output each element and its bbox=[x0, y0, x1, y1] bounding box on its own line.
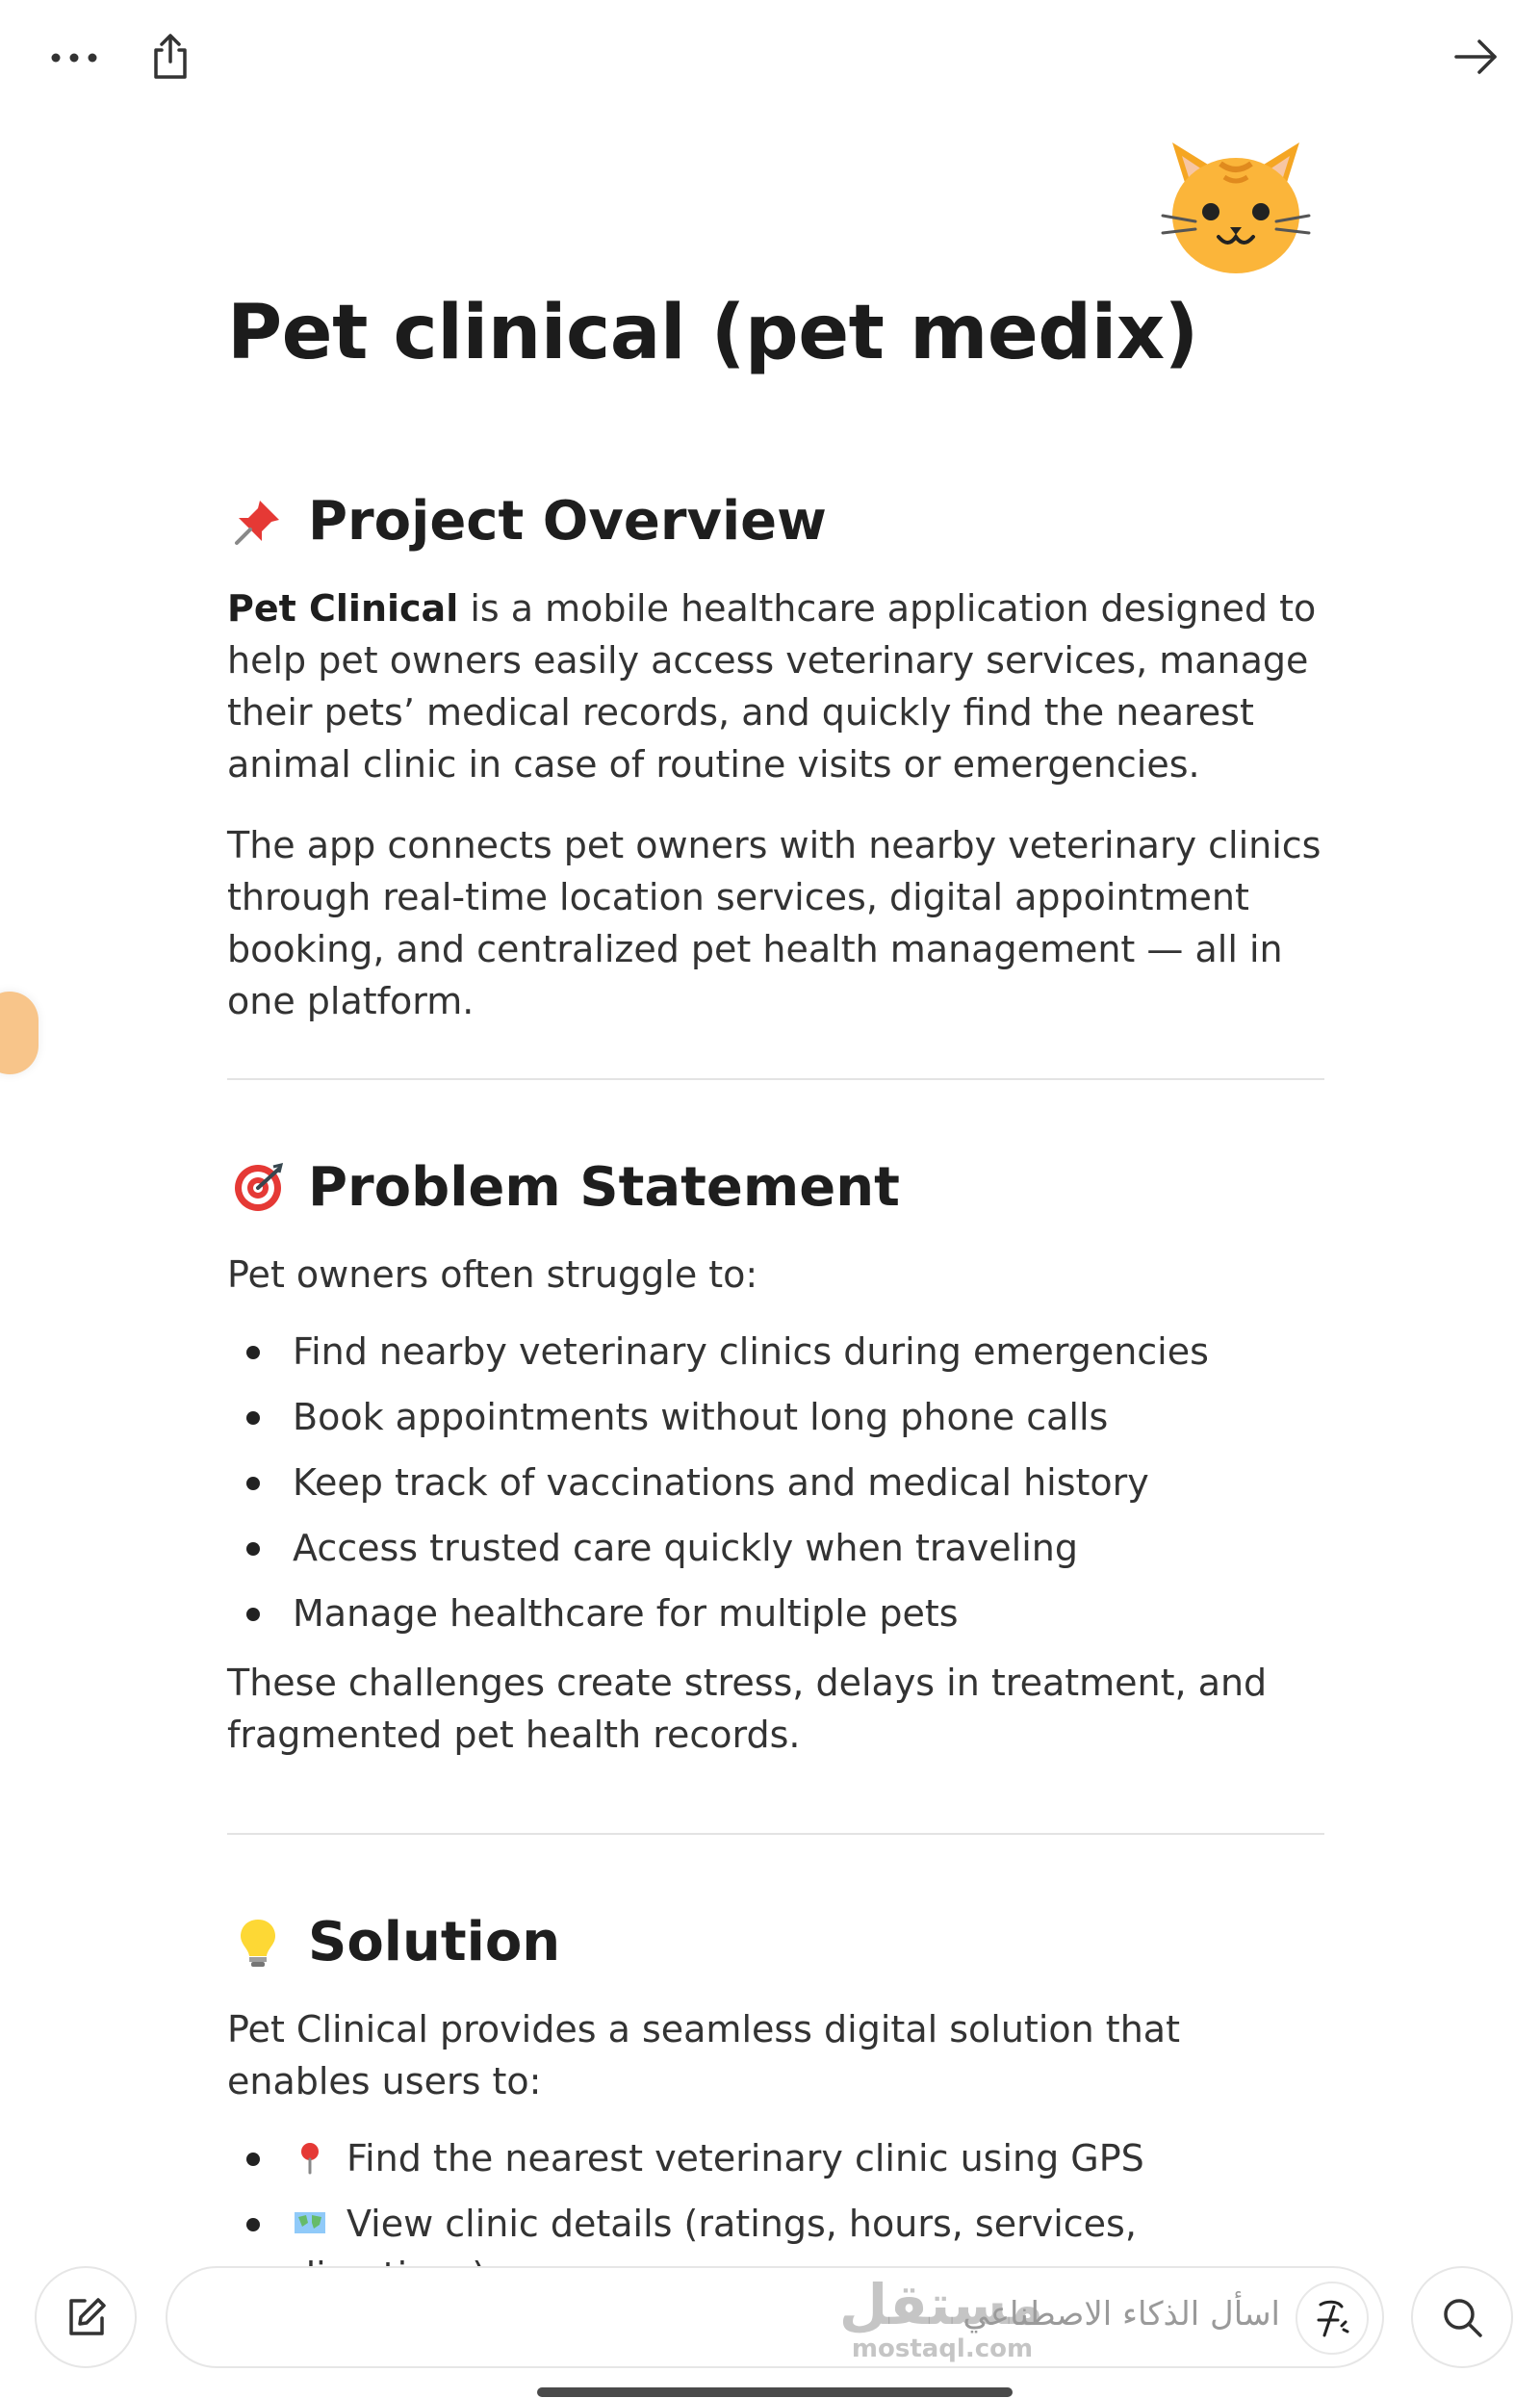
top-toolbar bbox=[0, 0, 1540, 116]
side-panel-handle[interactable] bbox=[0, 992, 38, 1074]
problem-outro[interactable]: These challenges create stress, delays in treatment, and fragmented pet health records. bbox=[227, 1662, 1268, 1757]
page-emoji[interactable] bbox=[1153, 116, 1319, 281]
watermark-logo-text: مستقل bbox=[838, 2272, 1043, 2337]
ai-button[interactable] bbox=[1296, 2282, 1369, 2355]
list-item[interactable]: Manage healthcare for multiple pets bbox=[227, 1587, 1324, 1639]
pushpin-icon bbox=[227, 491, 289, 553]
round-pushpin-icon bbox=[293, 2136, 327, 2171]
share-icon bbox=[150, 33, 191, 81]
compose-icon bbox=[64, 2295, 108, 2339]
light-bulb-icon bbox=[227, 1912, 289, 1973]
heading-text: Problem Statement bbox=[308, 1156, 900, 1219]
overview-paragraph-1[interactable] bbox=[227, 582, 1324, 790]
list-item[interactable]: Keep track of vaccinations and medical history bbox=[227, 1457, 1324, 1508]
bottom-bar bbox=[0, 2258, 1540, 2374]
divider bbox=[227, 1833, 1324, 1835]
section-project-overview bbox=[227, 489, 1324, 1027]
home-indicator bbox=[537, 2387, 1013, 2397]
direct-hit-icon bbox=[227, 1157, 289, 1219]
ai-sparkle-icon bbox=[1313, 2297, 1351, 2339]
list-item[interactable]: Book appointments without long phone calls bbox=[227, 1391, 1324, 1443]
share-button[interactable] bbox=[135, 23, 206, 90]
bold-app-name: Pet Clinical bbox=[227, 587, 459, 631]
search-button[interactable] bbox=[1411, 2266, 1513, 2368]
problem-list bbox=[227, 1326, 1324, 1639]
list-item-text: Find the nearest veterinary clinic using GPS bbox=[346, 2137, 1144, 2180]
world-map-icon bbox=[293, 2202, 327, 2236]
overview-paragraph-1-text: is a mobile healthcare application designed to help pet owners easily access veterinary services, manage their pets’ medical records, and quickly find the nearest animal clinic in case of routine visits or emergencies. bbox=[227, 587, 1317, 786]
heading-project-overview[interactable] bbox=[227, 489, 1324, 554]
problem-intro[interactable]: Pet owners often struggle to: bbox=[227, 1253, 758, 1297]
page-content bbox=[227, 289, 1324, 379]
more-options-button[interactable] bbox=[38, 27, 110, 89]
watermark-url: mostaql.com bbox=[851, 2334, 1034, 2363]
forward-button[interactable] bbox=[1440, 23, 1511, 90]
search-icon bbox=[1440, 2295, 1484, 2339]
heading-text: Solution bbox=[308, 1911, 561, 1973]
divider bbox=[227, 1078, 1324, 1080]
page-title[interactable]: Pet clinical (pet medix) bbox=[227, 290, 1198, 376]
list-item[interactable] bbox=[227, 2132, 1324, 2184]
overview-paragraph-2[interactable]: The app connects pet owners with nearby veterinary clinics through real-time location services, digital appointment booking, and centralized pet health management — all in one platform. bbox=[227, 824, 1322, 1023]
heading-text: Project Overview bbox=[308, 490, 827, 553]
more-horizontal-icon bbox=[50, 52, 98, 64]
heading-problem-statement[interactable] bbox=[227, 1155, 1324, 1220]
section-solution bbox=[227, 1910, 1324, 2315]
cat-face-icon bbox=[1153, 116, 1319, 281]
solution-intro[interactable]: Pet Clinical provides a seamless digital solution that enables users to: bbox=[227, 2008, 1180, 2103]
list-item-text: View clinic details (ratings, hours, services, bbox=[346, 2203, 1137, 2246]
section-problem-statement bbox=[227, 1155, 1324, 1761]
arrow-right-icon bbox=[1452, 38, 1499, 76]
compose-button[interactable] bbox=[35, 2266, 137, 2368]
heading-solution[interactable] bbox=[227, 1910, 1324, 1974]
list-item[interactable]: Access trusted care quickly when traveling bbox=[227, 1522, 1324, 1574]
list-item[interactable]: Find nearby veterinary clinics during emergencies bbox=[227, 1326, 1324, 1378]
ai-ask-placeholder: اسأل الذكاء الاصطناعي bbox=[962, 2295, 1280, 2334]
ai-ask-input[interactable] bbox=[166, 2266, 1384, 2368]
